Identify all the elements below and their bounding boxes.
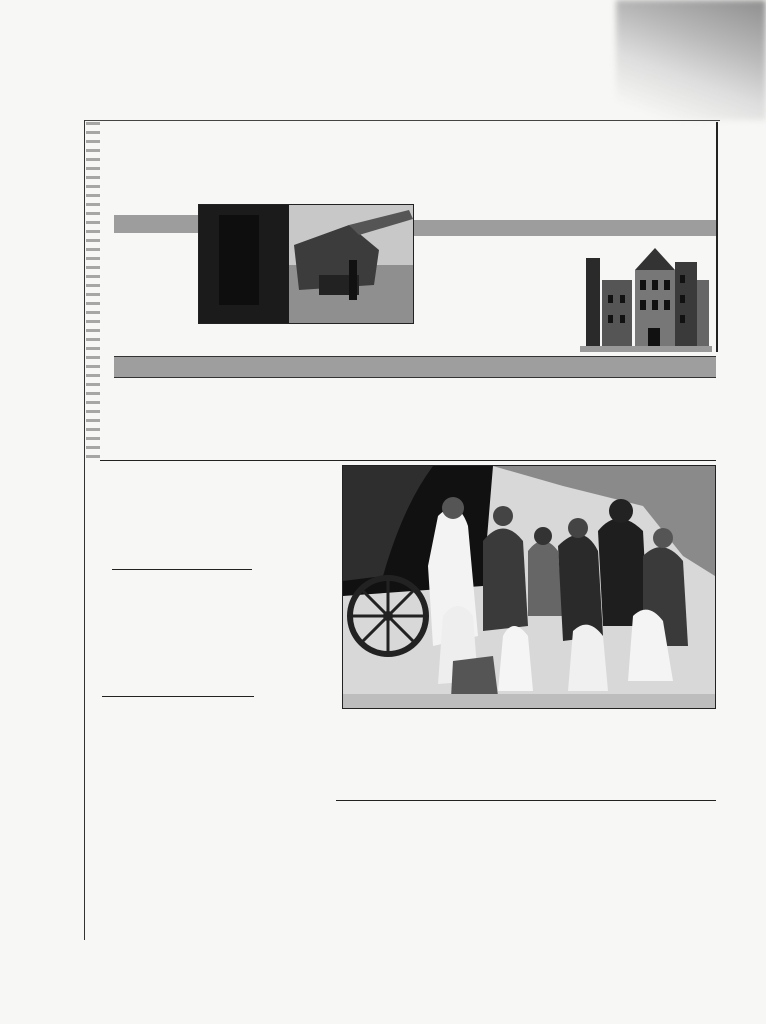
scan-shadow	[616, 0, 766, 120]
quote-rule-top	[112, 569, 252, 570]
caption-rule	[336, 800, 716, 801]
clipping-left-edge	[84, 120, 85, 940]
clipping-top-edge	[84, 120, 720, 121]
top-band-right	[412, 220, 716, 236]
quote-rule-bottom	[102, 696, 254, 697]
family-photo	[342, 465, 716, 709]
binding-marks	[86, 122, 100, 462]
top-band-left	[114, 215, 198, 233]
teaser-photo-threshing	[198, 204, 414, 324]
masthead-bar	[114, 356, 716, 378]
clipping-right-edge	[716, 122, 718, 352]
headline-rule	[100, 460, 716, 461]
building-illustration	[580, 240, 712, 352]
